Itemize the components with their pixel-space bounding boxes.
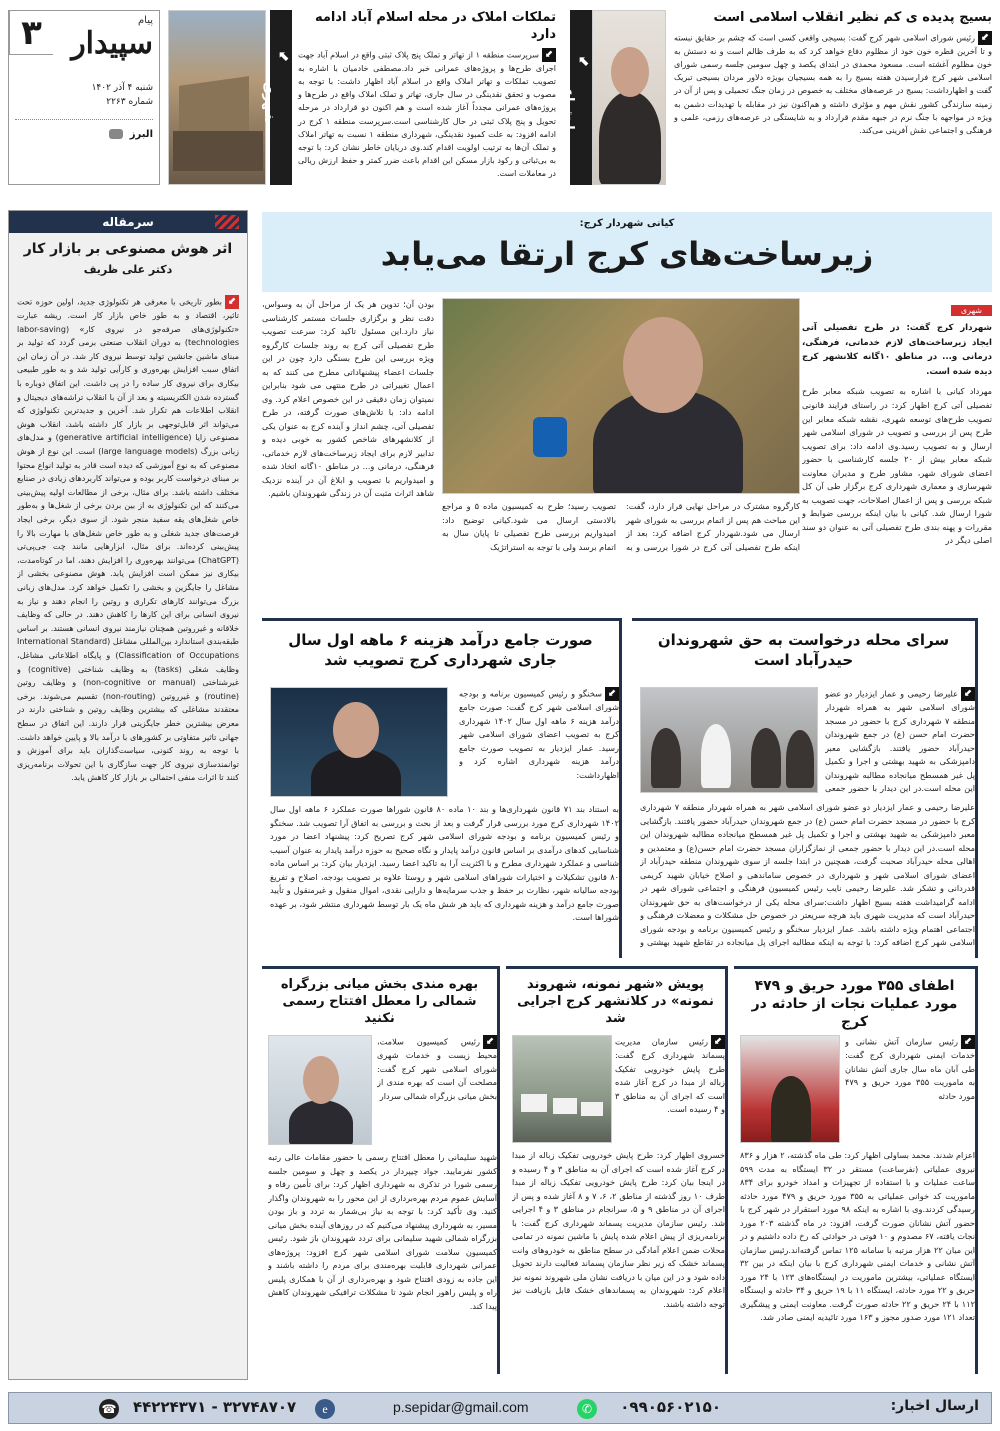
email-icon: e [315, 1399, 335, 1419]
lead-body-right: مهرداد کیانی با اشاره به تصویب شبکه معابر طرح تفصیلی آتی کرج اظهار کرد: در راستای فرایند قانونی تصویب طرح‌های توسعه شهری، نقشه شبکه معابر این طرح پس از بررسی و تصویب در شورای اسلامی شهر ارسال و به تصویب رسید.وی ادامه داد: برای تصویب شبکه معابر بیش از ۲۰ جلسه کارشناسی با حضور اعضای شورای شهر، مشاور طرح و مدیران معاونت شهرسازی و معماری شهرداری کرج برگزار طی آن کل شبکه بررسی و پس از اعمال اصلاحات، جهت تصویب به شورا ارسال شد. کیانی با بیان اینکه بررسی ضوابط و مقررات و پهنه بندی طرح تفصیلی آتی به عنوان دو سند اصلی دیگر در [802, 386, 992, 546]
article-park [262, 966, 500, 1374]
article-neighborhood [632, 618, 978, 958]
article-fire-photo [740, 1035, 840, 1143]
article-budget-lead: سخنگو و رئیس کمیسیون برنامه و بودجه شورای اسلامی شهر کرج گفت: صورت جامع درآمد هزینه ۶ ماهه اول سال ۱۴۰۲ شهرداری کرج به تصویب اعضای شورای اسلامی شهر رسید. عمار ایزدیار به تصویب صورت جامع درآمد هزینه شهرداری اشاره کرد و اظهارداشت: [459, 688, 619, 780]
editorial-body: بطور تاریخی با معرفی هر تکنولوژی جدید، اولین حوزه تحت تاثیر، اقتصاد و به طور خاص بازار کار است. ریشه عبارت «تکنولوژی‌های صرفه‌جو در نیروی کار» (labor-saving technologies) به دوران انقلاب صنعتی برمی گردد که تولید بر مبنای ماشین جانشین تولید توسط نیروی کار شد. در آن زمان این اتفاق سبب افزایش بهره‌وری و کارآیی تولید شد و به طور طبیعی بیکاری برای نیروی کار ساده را در پی داشت. این اتفاق دوباره با گسترده شدن الکتریسیته و بعد از آن با انقلاب تراشه‌های دیجیتال و انقلاب اطلاعات هم تکرار شد. آخرین و جدیدترین تکنولوژی که می‌تواند اثر قابل‌توجهی بر بازار کار داشته باشد، انقلاب هوش مصنوعی زایا (generative artificial intelligence) و مدل‌های زبانی بزرگ (large language models) است. این نوع از هوش مصنوعی که به نوع آموزشی که دیده است قادر به تولید انواع محتوا بر مبنای درخواست کاربر بوده و می‌تواند کاربردهای زیادی در صنایع مختلف داشته باشد. برای مثال، برخی از مطالعات اولیه پیش‌بینی می‌کنند که این تکنولوژی به از بین بردن برخی از شغل‌ها و به‌طور خاص شغل‌های یقه سفید منجر شود. از سوی دیگر، برخی ایجاد فرصت‌های جدید شغلی و به طور خاص شغل‌های با مهارت بالا را پیش‌بینی کرده‌اند. برای مثال، ابزارهایی مانند چت جی‌پی‌تی (ChatGPT) می‌توانند بهره‌وری را افزایش دهند، اما در کوتاه‌مدت، بیکاری نیز ممکن است افزایش یابد. هوش مصنوعی بخشی از مشاغل را جایگزین و بخشی را تکمیل خواهد کرد. مدل‌های زبانی بزرگ می‌توانند کارهای تکراری و روتین را انجام دهند و نیاز به نیروی انسانی برای این کارها را کاهش دهند. در حالی که وظایف خلاقانه و غیرروتین همچنان نیازمند نیروی انسانی هستند. بر اساس طبقه‌بندی استاندارد بین‌المللی مشاغل (International Standard Classification of Occupations) و پایگاه اطلاعاتی مشاغل، وظایف شغلی (tasks) به وظایف شناختی (cognitive) و غیرشناختی (non-cognitive or manual) و وظایف روتین (routine) و غیرروتین (non-routing) تقسیم می‌شوند. برخی معتقدند مشاغلی که بیشترین وظایف روتین و شناختی دارند در معرض بیشترین خطر جایگزینی قرار دارند. این اتفاق در سطح جهانی تاثیر متفاوتی بر کشورهای با درآمد بالا و پایین خواهد داشت. با توجه به روند کنونی، سیاست‌گذاران باید برای آموزش و توانمندسازی نیروی کار جهت سازگاری با این تحولات برنامه‌ریزی کنند تا اثرات منفی احتمالی بر بازار کار کاهش یابد. [17, 297, 239, 783]
article-arrow-icon: ⬋ [978, 31, 992, 45]
footer-mobile[interactable]: ۰۹۹۰۵۶۰۲۱۵۰ [620, 1398, 721, 1416]
article-arrow-icon: ⬋ [961, 687, 975, 701]
article-basij-photo [592, 10, 666, 185]
footer-bar [8, 1392, 992, 1424]
article-neighborhood-body: علیرضا رحیمی و عمار ایزدیار دو عضو شورای اسلامی شهر به همراه شهردار منطقه ۷ شهرداری کرج با حضور در مسجد حضرت امام حسن (ع) در جمع شهروندان حیدرآباد حضور یافتند. بازگشایی معبر دامپزشکی به شهید بهشتی و اجرا و تکمیل پل غیر همسطح میانجاده مطالبه شهروندان این محله است.در این دیدار با حضور جمعی [825, 688, 975, 794]
article-property [168, 10, 558, 185]
article-campaign-lead: رئیس سازمان مدیریت پسماند شهرداری کرج گفت: طرح پایش خودرویی تفکیک زباله از مبدا در کرج آغاز شده است که اجرای آن به مناطق ۳ و ۴ رسیده است. [615, 1036, 725, 1115]
dotted-divider [15, 119, 153, 120]
article-budget-title: صورت جامع درآمد هزینه ۶ ماهه اول سال جاری شهرداری کرج تصویب شد [288, 631, 593, 669]
article-property-title: تملکات املاک در محله اسلام آباد ادامه دارد [314, 10, 556, 42]
issue-number: شماره ۲۲۶۳ [106, 97, 153, 108]
article-park-photo [268, 1035, 372, 1145]
lead-article [262, 212, 992, 607]
arrow-icon: ⬋ [276, 50, 292, 65]
article-park-lead: رئیس کمیسیون سلامت، محیط زیست و خدمات شهری شورای اسلامی شهر کرج گفت: مصلحت آن است که بهره مندی از بخش میانی بزرگراه شمالی سردار [377, 1036, 497, 1101]
footer-landline[interactable]: ۳۲۷۴۸۷۰۷ - ۴۴۲۲۴۳۷۱ [133, 1398, 297, 1416]
article-park-body: شهید سلیمانی را معطل افتتاح رسمی با حضور مقامات عالی رتبه کشور نفرمایید. جواد چیپردار در یکصد و چهل و سومین جلسه رسمی شورا در تذکری به شهرداری اظهار کرد: برای تأمین رفاه و آسایش عموم مردم بهره‌برداری از این محور را به شهروندان واگذار کنید. وی تأکید کرد: با توجه به نیاز بی‌شمار به تردد و باز بودن مسیر، به شهرداری پیشنهاد می‌کنیم که در روزهای آینده بخش میانی بزرگراه شمالی شهید سلیمانی برای تردد شهروندان باز شود. رئیس کمیسیون سلامت شورای اسلامی شهر کرج افزود: پروژه‌های عمرانی شهرداری قابلیت بهره‌مندی برای مردم را داشته باشند و این جاده به زودی افتتاح شود و بهره‌برداری از آن با همکاری پلیس راه و پلیس راهور انجام شود تا مشکلات ترافیکی شهروندان کاهش پیدا کند. [268, 1152, 497, 1311]
article-fire-title: اطفای ۳۵۵ مورد حریق و ۴۷۹ مورد عملیات نجات از حادثه در کرج [751, 978, 958, 1031]
whatsapp-icon[interactable]: ✆ [577, 1399, 597, 1419]
footer-email[interactable]: p.sepidar@gmail.com [393, 1399, 529, 1415]
article-arrow-icon: ⬋ [711, 1035, 725, 1049]
page-number-box [9, 11, 53, 55]
map-icon [109, 129, 123, 139]
lead-section-tag: شهری [951, 305, 992, 316]
lead-headline-band [262, 212, 992, 292]
lead-photo [442, 298, 800, 494]
editorial-arrow-icon: ⬋ [225, 295, 239, 309]
province-label: البرز [129, 129, 153, 140]
article-budget-photo [270, 687, 448, 797]
masthead [8, 10, 160, 185]
article-park-title: بهره مندی بخش میانی بزرگراه شمالی را معطل افتتاح رسمی نکنید [280, 977, 479, 1026]
article-campaign-photo [512, 1035, 612, 1143]
article-fire [734, 966, 978, 1374]
section-tab-urban: ⬋ شهری [270, 10, 292, 185]
logo-line2: سپیدار [71, 26, 153, 61]
article-campaign-title: پویش «شهر نمونه، شهروند نمونه» در کلانشهر کرج اجرایی شد [517, 977, 714, 1026]
editorial-author: دکتر علی ظریف [83, 263, 173, 276]
page-number: ۳ [21, 13, 42, 53]
lead-body-middle: کارگروه مشترک در مراحل نهایی قرار دارد، گفت: این مباحث هم پس از اتمام بررسی به شورای شهر ارسال می شود.شهردار کرج اضافه کرد: بعد از اینکه طرح تفصیلی آتی کرج در شورا بررسی و به تصویب رسید؛ طرح به کمیسیون ماده ۵ و مراجع بالادستی ارسال می شود.کیانی توضیح داد: امیدواریم بررسی طرح تفصیلی تا پایان سال به اتمام برسد ولی با توجه به استراتژیک [442, 501, 800, 552]
article-arrow-icon: ⬋ [961, 1035, 975, 1049]
footer-label: ارسال اخبار: [890, 1398, 979, 1414]
article-arrow-icon: ⬋ [483, 1035, 497, 1049]
logo [53, 15, 153, 71]
article-arrow-icon: ⬋ [542, 48, 556, 62]
article-basij [561, 10, 992, 185]
lead-title: زیرساخت‌های کرج ارتقا می‌یابد [380, 235, 874, 273]
article-budget [262, 618, 622, 958]
article-budget-body: به استناد بند ۷۱ قانون شهرداری‌ها و بند ۱۰ ماده ۸۰ قانون شوراها صورت عملکرد ۶ ماهه اول سال ۱۴۰۲ شهرداری کرج مورد بررسی قرار گرفت و بعد از بحث و بررسی به اتفاق آرا تصویب شد. سخنگو و رئیس کمیسیون برنامه و بودجه شورای اسلامی شهر کرج تصریح کرد: پیشنهاد اعضا در مورد شناسایی کدهای درآمدی بر اساس قانون درآمد پایدار و نگاه صحیح به حوزه درآمد پایدار به عنوان آسیب شناسی و عملکرد شهرداری مطرح و با اکثریت آرا به تاکید اعضا رسید. ایزدیار بیان کرد: بر اساس ماده ۸۰ قانون تشکیلات و اختیارات شوراهای اسلامی شهر و روستا علاوه بر تصویب بودجه، اصلاح و تفریغ بودجه سالیانه شهر، نظارت بر حفظ و جذب سرمایه‌ها و دارایی نقدی، اموال منقول و غیرمنقول و تأیید صورت جامع درآمد و هزینه شهرداری که باید هر شش ماه یک بار توسط شهرداری منتشر شود، بر عهده شوراها است. [270, 804, 619, 923]
section-tab-social: ⬋ اجتماعی [570, 10, 592, 185]
editorial-header-label: سرمقاله [102, 215, 154, 229]
article-property-photo [168, 10, 266, 185]
lead-kicker: کیانی شهردار کرج: [579, 218, 675, 229]
microphone-icon [533, 417, 567, 457]
article-campaign-body: خسروی اظهار کرد: طرح پایش خودرویی تفکیک زباله از مبدا در کرج آغاز شده است که اجرای آن به مناطق ۳ و ۴ رسیده و در اینجا بیان کرد: طرح پایش خودرویی تفکیک زباله از مبدا طرف ۱۰ روز گذشته از مناطق ۲، ۶، ۷ و ۸ آغاز شده و پس از اجرای آن در مناطق ۹ و ۵، سرانجام در مناطق ۳ و ۴ اجرایی شد. رئیس سازمان مدیریت پسماند شهرداری کرج گفت: با برنامه‌ریزی از پیش اعلام شده پایش با ماشین نمونه در تمامی محلات ضمن اعلام آمادگی در سطح مناطق به خودروهای وانت پسماند خشک که زیر نظر سازمان پسماند فعالیت دارند تحویل داده شود و در این میان با دریافت نشان ملی شهروند نمونه نیز اعلام کرد: شهروندان به پسماندهای خشک قابل بازیافت نیز توجه داشته باشند. [512, 1150, 725, 1309]
article-fire-lead: رئیس سازمان آتش نشانی و خدمات ایمنی شهرداری کرج گفت: طی آبان ماه سال جاری آتش نشانان به ماموریت ۳۵۵ مورد حریق و ۴۷۹ مورد حادثه [845, 1036, 975, 1101]
article-basij-title: بسیج پدیده ی کم نظیر انقلاب اسلامی است [713, 10, 992, 25]
editorial [8, 210, 248, 1380]
article-campaign [506, 966, 728, 1374]
issue-date: شنبه ۴ آذر ۱۴۰۲ [91, 83, 153, 93]
article-neighborhood-title: سرای محله درخواست به حق شهروندان حیدرآباد است [657, 631, 950, 669]
editorial-title: اثر هوش مصنوعی بر بازار کار [23, 241, 233, 257]
article-fire-body: اعزام شدند. محمد بساولی اظهار کرد: طی ماه گذشته، ۲ هزار و ۸۳۶ نیروی عملیاتی (نفرساعت) مستقر در ۳۲ ایستگاه به مدت ۵۹۹ ساعت عملیات و با استفاده از تجهیزات و امداد خودرو برای ۸۳۴ ماموریت کد خوانی عملیاتی به ۳۵۵ مورد حریق و ۴۷۹ مورد حادثه رسیدگی کردند.وی با اشاره به اینکه ۹۸ مورد استقرار در شهر کرج با حضور آتش نشانان صورت گرفت، افزود: در ماه گذشته ۲۰۳ مورد نجات یافته، ۶۷ مصدوم و ۱۰ فوتی در حوادثی که رخ داده داشتیم و در این میان ۲۲ هزار مرتبه با سامانه ۱۲۵ تماس گرفته‌اند.رئیس سازمان آتش نشانی و خدمات ایمنی شهرداری کرج با بیان اینکه در بین ۳۲ ایستگاه عملیاتی، بیشترین ماموریت در ایستگاه‌های ۱۲۳ با ۲۴ مورد حریق و ۲۲ مورد حادثه، ایستگاه ۱۱ با ۱۹ حریق و ۳۴ حادثه و ایستگاه ۱۱۲ با ۲۴ حریق و ۲۲ حادثه صورت گرفت. معاونت ایمنی و پیشگیری تعداد ۱۲۱ مورد صدور مجوز و ۱۶۳ مورد تائیدیه ایمنی صادر شد. [740, 1150, 975, 1323]
logo-line1: پیام [137, 15, 153, 26]
lead-summary: شهردار کرج گفت: در طرح تفصیلی آتی ایجاد زیرساخت‌های لازم خدماتی، فرهنگی، درمانی و... در مناطق ۱۰گانه کلانشهر کرج دیده شده است. [802, 323, 992, 377]
editorial-header [9, 211, 247, 233]
lead-body-left: بودن آن؛ تدوین هر یک از مراحل آن به وسواس، دقت نظر و برگزاری جلسات مستمر کارشناسی نیاز دارد.این مسئول تاکید کرد: سرعت تصویب طرح تفصیلی آتی کرج به روند جلسات کارگروه ویژه بررسی این طرح بستگی دارد چون در این جلسات اعضاء پیشنهاداتی مطرح می کنند که به اعمال تغییراتی در طرح منتهی می شود بنابراین نمیتوان زمان دقیقی در این خصوص اعلام کرد. وی ادامه داد: با تلاش‌های صورت گرفته، در طرح تفصیلی آتی، چشم انداز و آینده کرج به عنوان یکی از کلانشهرهای شاخص کشور به خوبی دیده و تدابیر لازم برای ایجاد زیرساخت‌های لازم خدماتی، فرهنگی، درمانی و... در مناطق ۱۰گانه اتخاذ شده و امیدواریم با تصویب و ابلاغ آن در آینده نزدیک شاهد اثرات مثبت آن در زندگی شهروندان باشیم. [262, 299, 434, 499]
article-arrow-icon: ⬋ [605, 687, 619, 701]
article-basij-body: رئیس شورای اسلامی شهر کرج گفت: بسیجی واقعی کسی است که چشم بر حقایق نبسته و تا آخرین قطره خون خود از مظلوم دفاع خواهد کرد که به طرف ظالم است و نه دستش به خون مظلوم آغشته است. مسعود محمدی در ابتدای یکصد و چهل سومین جلسه رسمی شورای اسلامی شهر کرج فرارسیدن هفته بسیج را به همه بسیجیان بویژه دلاور مردان بسیجی تبریک گفت و اظهارداشت: بسیج در عرصه‌های مختلف به خصوص در زمان جنگ تحمیلی و پس از آن در زمینه سازندگی کشور نقش مهم و مؤثری داشته و هم‌اکنون نیز در مقابله با تهدیدات دشمن به ویژه در مواجهه با جنگ نرم در جبهه مقدم قرارداد و به شایستگی در عرصه‌های رزمی، علمی و فرهنگی و اجتماعی نقش آفرینی می‌کند. [674, 33, 992, 136]
stripe-icon [215, 215, 239, 229]
article-neighborhood-body-cont: علیرضا رحیمی و عمار ایزدیار دو عضو شورای اسلامی شهر به همراه شهردار منطقه ۷ شهرداری کرج با حضور در مسجد حضرت امام حسن (ع) در جمع شهروندان حیدرآباد حضور یافتند. بازگشایی معبر دامپزشکی به شهید بهشتی و اجرا و تکمیل پل غیر همسطح میانجاده مطالبه شهروندان این محله است.در این دیدار با حضور جمعی از نمازگزاران مسجد حضرت امام حسن(ع) و معتمدین و اهالی محله حیدرآباد صحبت گرفت، همچنین در ابتدا جلسه از سوی شهروندان منطقه حیدرآباد از اعضای شورای اسلامی شهر و شهرداری در خصوص ساماندهی و اصلاح خیابان شهید کریمی قدردانی و تشکر شد. علیرضا رحیمی نایب رئیس کمیسیون فرهنگی و اجتماعی شورای شهر در ادامه گرامیداشت هفته بسیج اظهار داشت:سرای محله یکی از درخواست‌های به حق شهروندان حیدرآباد است که مدیریت شهری باید هرچه سریعتر در خصوص حل مشکلات و معضلات فرهنگی و اجتماعی اهتمام ویژه داشته باشد. عمار ایزدیار سخنگو و رئیس کمیسیون برنامه و بودجه شورای اسلامی شهر کرج اضافه کرد: با توجه به اینکه مطالبه اجرای پل میانجاده در تقاطع شهید بهشتی و [640, 802, 975, 948]
article-neighborhood-photo [640, 687, 818, 793]
arrow-icon: ⬋ [576, 55, 592, 70]
article-property-body: سرپرست منطقه ۱ از تهاتر و تملک پنج پلاک ثبتی واقع در اسلام آباد جهت اجرای طرح‌ها و پروژه‌های عمرانی خبر داد.مصطفی خادمیان با اشاره به تصویب تملکات و تهاتر املاک واقع در اسلام آباد اظهار داشت: با توجه به مصوب و تحقق نقدینگی در سال جاری، تهاتر و تملک املاک واقع در طرح‌ها و پروژه‌های عمرانی مجدداً آغاز شده است و هم اکنون دو قرارداد در مرحله تحویل و پنج پلاک ثبتی در حال کارشناسی است.سرپرست منطقه ۱ کرج در ادامه افزود: به علت کمبود نقدینگی، شهرداری منطقه ۱ نسبت به تهاتر املاک و تملک آن‌ها به ترتیب اولویت اقدام کند.وی دریایان خاطر نشان کرد: با توجه به بی‌ثباتی و رکود بازار مسکن این اقدام باعث ضرر کمتر و حفظ ارزش ریالی در معاملات است. [298, 50, 556, 179]
phone-icon[interactable]: ☎ [99, 1399, 119, 1419]
